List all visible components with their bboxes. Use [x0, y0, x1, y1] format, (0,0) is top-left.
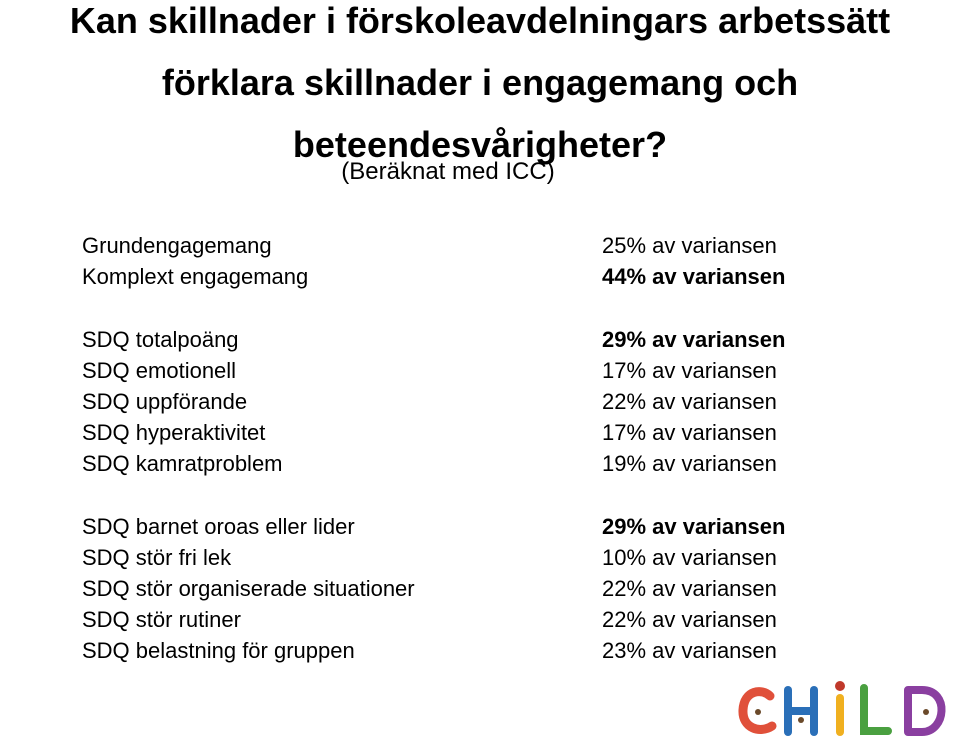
row-label: SDQ totalpoäng: [82, 327, 239, 352]
value-column-group-1: [602, 230, 785, 292]
value-column-group-2: [602, 324, 785, 479]
row-value: 17% av variansen: [602, 358, 777, 383]
title-line: Kan skillnader i förskoleavdelningars arbetssätt: [69, 0, 891, 41]
row-label: Grundengagemang: [82, 233, 272, 258]
logo-letter-h: [788, 690, 814, 732]
row-label: Komplext engagemang: [82, 264, 309, 289]
label-column-group-2: [82, 324, 283, 479]
row-label: SDQ emotionell: [82, 358, 237, 383]
row-value: 17% av variansen: [602, 420, 777, 445]
row-label: SDQ stör rutiner: [82, 607, 241, 632]
row-value: 22% av variansen: [602, 576, 777, 601]
row-label: SDQ stör fri lek: [82, 545, 232, 570]
label-column-group-1: [82, 230, 308, 292]
row-value: 22% av variansen: [602, 389, 777, 414]
value-column-group-3: [602, 511, 785, 666]
row-label: SDQ stör organiserade situationer: [82, 576, 415, 601]
row-label: SDQ uppförande: [82, 389, 248, 414]
row-value: 10% av variansen: [602, 545, 777, 570]
row-label: SDQ hyperaktivitet: [82, 420, 266, 445]
row-value: 44% av variansen: [602, 264, 786, 289]
title-line: förklara skillnader i engagemang och: [161, 62, 799, 103]
row-value: 23% av variansen: [602, 638, 777, 663]
row-label: SDQ kamratproblem: [82, 451, 283, 476]
row-value: 29% av variansen: [602, 327, 786, 352]
child-logo: [736, 676, 960, 738]
slide-subtitle: (Beräknat med ICC): [341, 158, 555, 185]
row-value: 22% av variansen: [602, 607, 777, 632]
row-label: SDQ barnet oroas eller lider: [82, 514, 355, 539]
logo-letter-l: [864, 688, 888, 731]
row-value: 19% av variansen: [602, 451, 777, 476]
slide-title: [0, 0, 960, 176]
row-value: 25% av variansen: [602, 233, 777, 258]
row-value: 29% av variansen: [602, 514, 786, 539]
logo-letter-i: [835, 681, 845, 732]
row-label: SDQ belastning för gruppen: [82, 638, 355, 663]
title-line: beteendesvårigheter?: [292, 124, 668, 165]
label-column-group-3: [82, 511, 415, 666]
